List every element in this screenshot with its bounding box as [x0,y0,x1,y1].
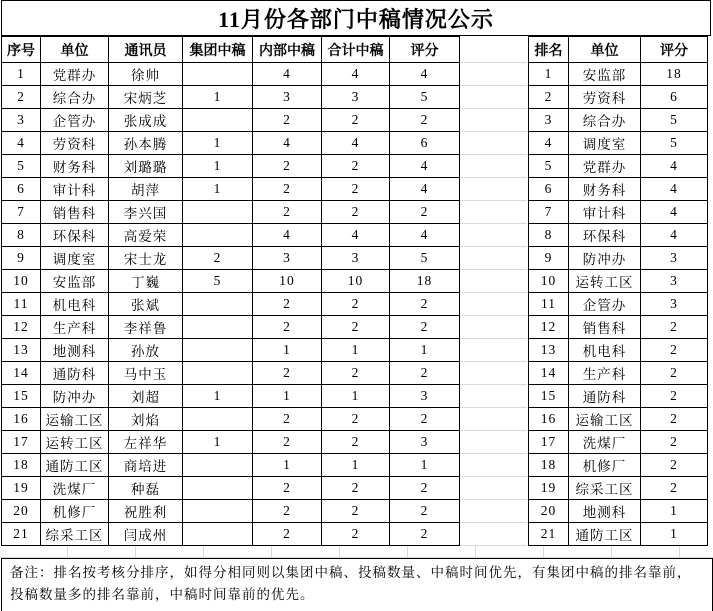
cell: 洗煤厂 [41,477,109,500]
table-row [2,339,460,362]
cell: 防冲办 [569,247,641,270]
column-header: 内部中稿 [253,37,322,63]
cell: 4 [641,224,708,247]
cell: 2 [183,247,253,270]
cell: 2 [529,86,569,109]
table-row [529,247,708,270]
cell: 4 [641,201,708,224]
cell: 3 [390,385,460,408]
table-row [2,477,460,500]
cell: 8 [2,224,41,247]
cell: 1 [390,454,460,477]
cell: 2 [322,362,390,385]
table-row [2,293,460,316]
cell: 2 [322,293,390,316]
cell: 环保科 [41,224,109,247]
cell: 18 [529,454,569,477]
cell: 高爱荣 [109,224,183,247]
cell: 洗煤厂 [569,431,641,454]
cell: 宋炳芝 [109,86,183,109]
cell: 5 [2,155,41,178]
table-row [529,500,708,523]
cell: 12 [529,316,569,339]
cell: 10 [253,270,322,293]
cell: 4 [2,132,41,155]
cell: 8 [529,224,569,247]
cell: 防冲办 [41,385,109,408]
cell: 2 [390,408,460,431]
cell [183,201,253,224]
cell: 19 [2,477,41,500]
cell: 1 [322,339,390,362]
cell: 2 [322,408,390,431]
cell: 4 [529,132,569,155]
cell: 1 [253,339,322,362]
table-row [2,247,460,270]
table-row [2,454,460,477]
cell: 运转工区 [41,431,109,454]
cell: 10 [2,270,41,293]
cell: 党群办 [41,63,109,86]
cell: 机电科 [41,293,109,316]
cell: 3 [390,431,460,454]
cell [183,454,253,477]
cell: 11 [2,293,41,316]
cell: 1 [253,454,322,477]
cell: 祝胜利 [109,500,183,523]
cell: 销售科 [41,201,109,224]
cell: 17 [2,431,41,454]
cell: 6 [2,178,41,201]
cell: 2 [641,362,708,385]
column-header: 合计中稿 [322,37,390,63]
cell [183,109,253,132]
cell: 1 [641,523,708,546]
cell: 通防科 [569,385,641,408]
cell: 5 [529,155,569,178]
cell: 2 [322,523,390,546]
table-row [529,408,708,431]
cell: 15 [529,385,569,408]
cell: 3 [641,270,708,293]
column-header: 通讯员 [109,37,183,63]
cell: 21 [2,523,41,546]
cell: 2 [390,362,460,385]
cell: 4 [322,224,390,247]
cell: 2 [322,109,390,132]
cell: 闫成州 [109,523,183,546]
cell: 党群办 [569,155,641,178]
cell: 综采工区 [569,477,641,500]
cell: 5 [390,247,460,270]
cell: 2 [322,431,390,454]
cell: 马中玉 [109,362,183,385]
column-header: 序号 [2,37,41,63]
cell: 张斌 [109,293,183,316]
cell: 2 [390,523,460,546]
cell: 4 [390,224,460,247]
cell: 12 [2,316,41,339]
column-header: 评分 [641,37,708,63]
cell: 14 [529,362,569,385]
cell: 综合办 [569,109,641,132]
cell: 5 [183,270,253,293]
cell: 1 [253,385,322,408]
cell: 2 [322,155,390,178]
cell: 1 [529,63,569,86]
table-row [529,224,708,247]
cell: 财务科 [569,178,641,201]
cell: 19 [529,477,569,500]
cell: 劳资科 [569,86,641,109]
cell: 李兴国 [109,201,183,224]
cell: 综采工区 [41,523,109,546]
table-row [2,523,460,546]
table-row [2,270,460,293]
cell: 2 [390,109,460,132]
cell: 20 [529,500,569,523]
table-row [529,293,708,316]
cell: 5 [390,86,460,109]
gridline-spacer-row [0,546,713,558]
cell: 1 [183,178,253,201]
cell: 通防工区 [41,454,109,477]
cell [183,224,253,247]
cell: 1 [183,431,253,454]
table-row [529,431,708,454]
cell: 通防工区 [569,523,641,546]
table-row [529,132,708,155]
cell: 10 [529,270,569,293]
table-row [529,316,708,339]
cell: 4 [390,178,460,201]
cell: 张成成 [109,109,183,132]
cell: 种磊 [109,477,183,500]
cell: 2 [641,316,708,339]
cell: 3 [529,109,569,132]
table-row [529,155,708,178]
cell: 4 [322,63,390,86]
table-row [2,316,460,339]
cell: 7 [529,201,569,224]
cell: 18 [390,270,460,293]
cell: 2 [253,293,322,316]
table-row [2,431,460,454]
cell: 2 [253,201,322,224]
column-header: 评分 [390,37,460,63]
cell: 运输工区 [41,408,109,431]
cell: 2 [322,477,390,500]
cell: 10 [322,270,390,293]
cell: 刘璐璐 [109,155,183,178]
cell: 4 [253,63,322,86]
cell: 4 [641,155,708,178]
cell [183,316,253,339]
table-row [529,454,708,477]
table-row [2,408,460,431]
table-row [529,86,708,109]
column-header: 单位 [41,37,109,63]
table-row [2,178,460,201]
table-row [2,224,460,247]
column-header: 集团中稿 [183,37,253,63]
table-row [529,339,708,362]
cell [183,63,253,86]
cell: 商培进 [109,454,183,477]
cell: 4 [390,155,460,178]
table-row [2,500,460,523]
cell: 6 [641,86,708,109]
table-row [2,109,460,132]
cell: 2 [253,178,322,201]
table-row [2,362,460,385]
table-row [529,362,708,385]
cell: 宋士龙 [109,247,183,270]
cell: 地测科 [41,339,109,362]
cell: 18 [641,63,708,86]
cell: 生产科 [569,362,641,385]
table-row [2,385,460,408]
cell: 2 [390,500,460,523]
table-row [529,63,708,86]
cell: 劳资科 [41,132,109,155]
column-header: 排名 [529,37,569,63]
cell [183,293,253,316]
cell [183,500,253,523]
cell: 2 [322,316,390,339]
cell: 3 [253,86,322,109]
cell: 2 [322,500,390,523]
cell: 11 [529,293,569,316]
table-row [529,270,708,293]
cell: 16 [529,408,569,431]
cell: 2 [253,500,322,523]
cell: 调度室 [569,132,641,155]
cell: 安监部 [41,270,109,293]
table-row [529,201,708,224]
cell [183,523,253,546]
table-row [529,477,708,500]
cell: 李祥鲁 [109,316,183,339]
cell: 销售科 [569,316,641,339]
cell: 16 [2,408,41,431]
cell: 胡萍 [109,178,183,201]
cell [183,339,253,362]
cell: 1 [183,132,253,155]
table-row [529,385,708,408]
cell: 2 [253,155,322,178]
cell: 企管办 [41,109,109,132]
cell: 17 [529,431,569,454]
cell: 2 [641,431,708,454]
cell: 2 [641,477,708,500]
cell: 刘超 [109,385,183,408]
cell: 运输工区 [569,408,641,431]
cell: 2 [641,385,708,408]
cell: 2 [253,316,322,339]
table-row [2,63,460,86]
cell: 徐帅 [109,63,183,86]
table-row [529,178,708,201]
cell: 1 [322,385,390,408]
cell: 运转工区 [569,270,641,293]
cell: 18 [2,454,41,477]
cell: 企管办 [569,293,641,316]
table-row [2,132,460,155]
submissions-header-row [2,37,460,63]
cell: 机修厂 [41,500,109,523]
page-title: 11月份各部门中稿情况公示 [1,0,711,36]
cell: 通防科 [41,362,109,385]
cell: 2 [2,86,41,109]
cell: 机电科 [569,339,641,362]
cell: 3 [2,109,41,132]
cell: 13 [529,339,569,362]
cell: 2 [253,109,322,132]
cell [183,477,253,500]
gridline-gap [460,62,527,546]
cell: 3 [641,247,708,270]
cell: 9 [529,247,569,270]
cell: 审计科 [41,178,109,201]
cell: 6 [529,178,569,201]
cell: 调度室 [41,247,109,270]
cell: 左祥华 [109,431,183,454]
ranking-header-row [529,37,708,63]
cell: 2 [253,362,322,385]
cell: 2 [390,293,460,316]
cell: 环保科 [569,224,641,247]
cell [183,408,253,431]
cell: 21 [529,523,569,546]
cell: 丁巍 [109,270,183,293]
cell: 1 [183,86,253,109]
cell: 2 [322,201,390,224]
column-header: 单位 [569,37,641,63]
cell: 5 [641,109,708,132]
footnote: 备注：排名按考核分排序，如得分相同则以集团中稿、投稿数量、中稿时间优先，有集团中稿的排名靠前，投稿数量多的排名靠前，中稿时间靠前的优先。 [1,558,713,611]
cell: 生产科 [41,316,109,339]
cell: 3 [641,293,708,316]
cell: 9 [2,247,41,270]
cell: 4 [390,63,460,86]
table-row [529,523,708,546]
cell: 1 [322,454,390,477]
cell: 3 [253,247,322,270]
cell: 财务科 [41,155,109,178]
cell: 安监部 [569,63,641,86]
cell: 4 [253,132,322,155]
cell: 15 [2,385,41,408]
cell: 2 [390,477,460,500]
table-row [2,86,460,109]
cell [183,362,253,385]
submissions-table [1,36,460,546]
cell: 2 [253,477,322,500]
cell: 20 [2,500,41,523]
ranking-table [528,36,708,546]
cell: 地测科 [569,500,641,523]
cell: 3 [322,247,390,270]
cell: 2 [641,339,708,362]
cell: 机修厂 [569,454,641,477]
cell: 审计科 [569,201,641,224]
cell: 4 [253,224,322,247]
cell: 1 [2,63,41,86]
cell: 1 [390,339,460,362]
cell: 2 [253,408,322,431]
cell: 13 [2,339,41,362]
cell: 2 [641,454,708,477]
cell: 1 [183,155,253,178]
cell: 1 [641,500,708,523]
table-row [2,201,460,224]
cell: 2 [641,408,708,431]
cell: 3 [322,86,390,109]
cell: 孙本腾 [109,132,183,155]
table-row [529,109,708,132]
table-row [2,155,460,178]
cell: 2 [390,201,460,224]
cell: 1 [183,385,253,408]
cell: 2 [322,178,390,201]
cell: 2 [253,431,322,454]
cell: 14 [2,362,41,385]
cell: 2 [390,316,460,339]
cell: 5 [641,132,708,155]
cell: 7 [2,201,41,224]
cell: 4 [641,178,708,201]
cell: 刘焰 [109,408,183,431]
cell: 4 [322,132,390,155]
cell: 6 [390,132,460,155]
cell: 孙放 [109,339,183,362]
cell: 综合办 [41,86,109,109]
cell: 2 [253,523,322,546]
